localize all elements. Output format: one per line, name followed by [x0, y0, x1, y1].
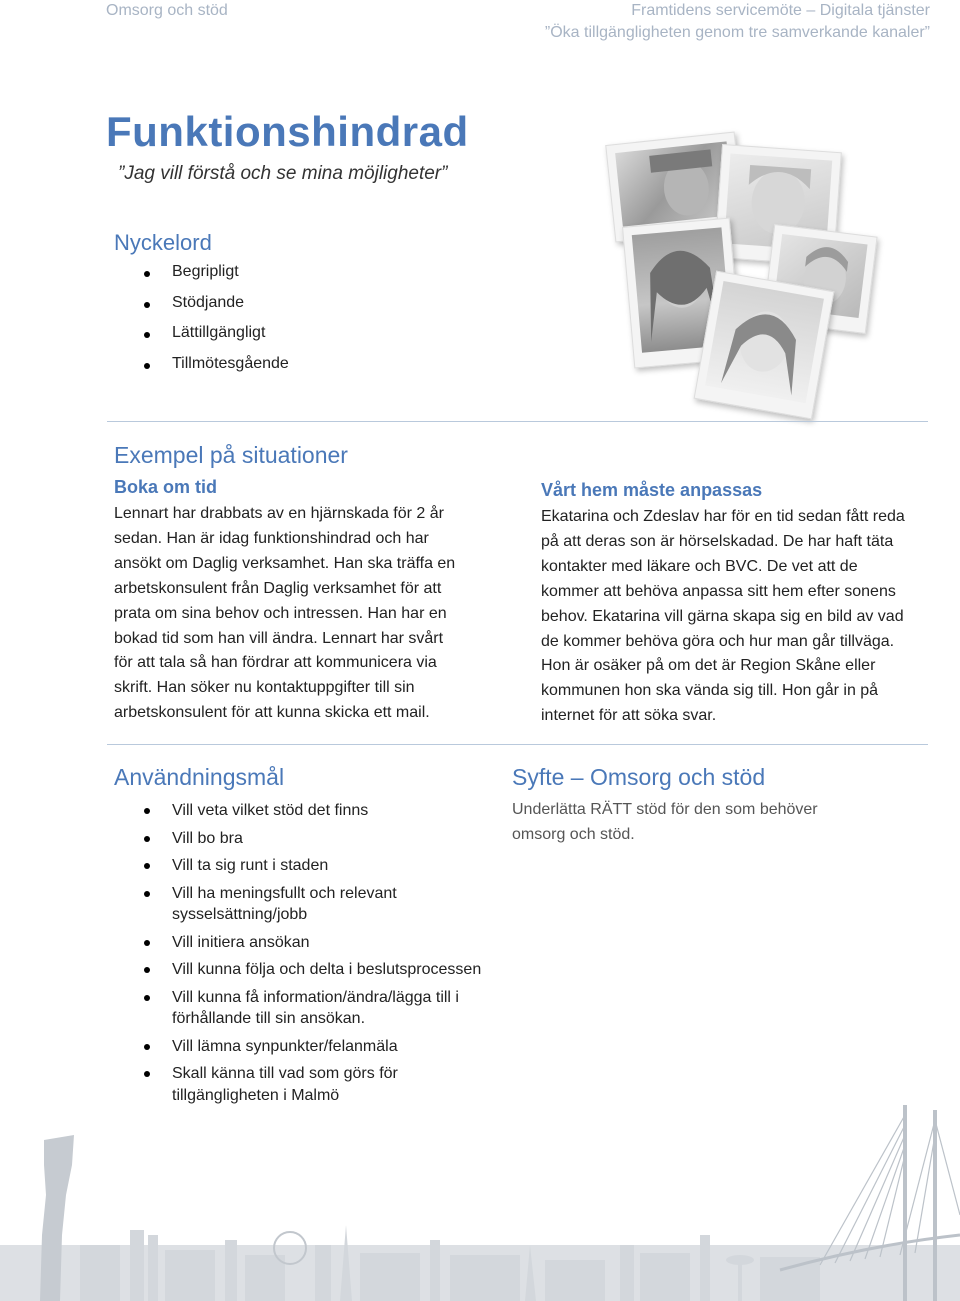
keyword-item: Tillmötesgående [114, 355, 289, 386]
photo-collage [600, 130, 900, 420]
text-line: arbetskonsulent för att kunna skicka ett mail. [114, 704, 430, 722]
situation-right-text [541, 505, 941, 729]
text-line: kommunen hon ska vända sig till. Hon går in på [541, 682, 879, 700]
situation-right-heading: Vårt hem måste anpassas [541, 480, 763, 500]
text-line: arbetskonsulent från Daglig verksamhet för att [114, 579, 442, 597]
page-subtitle: ”Jag vill förstå och se mina möjligheter” [118, 163, 448, 184]
text-line: på att deras son är hörselskadad. De har haft täta [541, 532, 894, 550]
text-line: Hon är osäker på om det är Region Skåne eller [541, 657, 876, 675]
goal-item: Vill ta sig runt i staden [114, 855, 494, 877]
divider-middle [107, 744, 928, 745]
text-line: skrift. Han söker nu kontaktuppgifter till sin [114, 679, 415, 697]
photo-girl [694, 271, 835, 420]
goal-item: Vill kunna följa och delta i beslutsprocessen [114, 959, 494, 981]
purpose-line: omsorg och stöd. [512, 825, 635, 843]
text-line: Lennart har drabbats av en hjärnskada för 2 år [114, 505, 444, 522]
situation-right [541, 480, 941, 729]
purpose-text [512, 798, 818, 848]
keyword-item: Begripligt [114, 263, 289, 294]
keywords-list [114, 263, 289, 386]
goal-item: Vill bo bra [114, 828, 494, 850]
goal-item: Vill kunna få information/ändra/lägga till i förhållande till sin ansökan. [114, 987, 482, 1030]
purpose-line: Underlätta RÄTT stöd för den som behöver [512, 801, 818, 818]
header-project-line1: Framtidens servicemöte – Digitala tjänster [631, 2, 930, 19]
goals-list [114, 800, 494, 1112]
situation-left-text [114, 502, 494, 726]
goal-item: Vill lämna synpunkter/felanmäla [114, 1036, 494, 1058]
goal-item: Skall känna till vad som görs för tillgängligheten i Malmö [114, 1063, 422, 1106]
situations-heading: Exempel på situationer [114, 442, 348, 468]
goals-heading: Användningsmål [114, 764, 285, 790]
header-project-line2: ”Öka tillgängligheten genom tre samverkande kanaler” [544, 24, 930, 41]
text-line: ansökt om Daglig verksamhet. Han ska träffa en [114, 554, 456, 572]
divider-top [107, 421, 928, 422]
keyword-item: Lättillgängligt [114, 324, 289, 355]
page-title: Funktionshindrad [106, 108, 469, 155]
text-line: Ekatarina och Zdeslav har för en tid sedan fått reda [541, 508, 905, 525]
goal-item: Vill initiera ansökan [114, 932, 494, 954]
text-line: behov. Ekatarina vill gärna skapa sig en bild av vad [541, 607, 904, 625]
header-section-label: Omsorg och stöd [106, 2, 228, 19]
situation-left [114, 477, 494, 726]
malmo-skyline-illustration [0, 1095, 960, 1301]
text-line: för att tala så han fördrar att kommunicera via [114, 654, 437, 672]
keyword-item: Stödjande [114, 294, 289, 325]
text-line: sedan. Han är idag funktionshindrad och har [114, 529, 429, 547]
text-line: bokad tid som han vill ändra. Lennart har svårt [114, 629, 444, 647]
goal-item: Vill ha meningsfullt och relevant sysselsättning/jobb [114, 883, 422, 926]
text-line: kommer att behöva anpassa sitt hem efter sonens [541, 582, 896, 600]
purpose-heading: Syfte – Omsorg och stöd [512, 764, 766, 790]
keywords-heading: Nyckelord [114, 230, 212, 255]
text-line: de kommer behöva göra och hur man går tillväga. [541, 632, 895, 650]
goal-item: Vill veta vilket stöd det finns [114, 800, 494, 822]
text-line: internet för att söka svar. [541, 707, 717, 725]
situation-left-heading: Boka om tid [114, 477, 218, 497]
text-line: kontakter med läkare och BVC. De vet att de [541, 557, 858, 575]
header-project-title [545, 0, 930, 44]
text-line: prata om sina behov och intressen. Han har en [114, 604, 447, 622]
